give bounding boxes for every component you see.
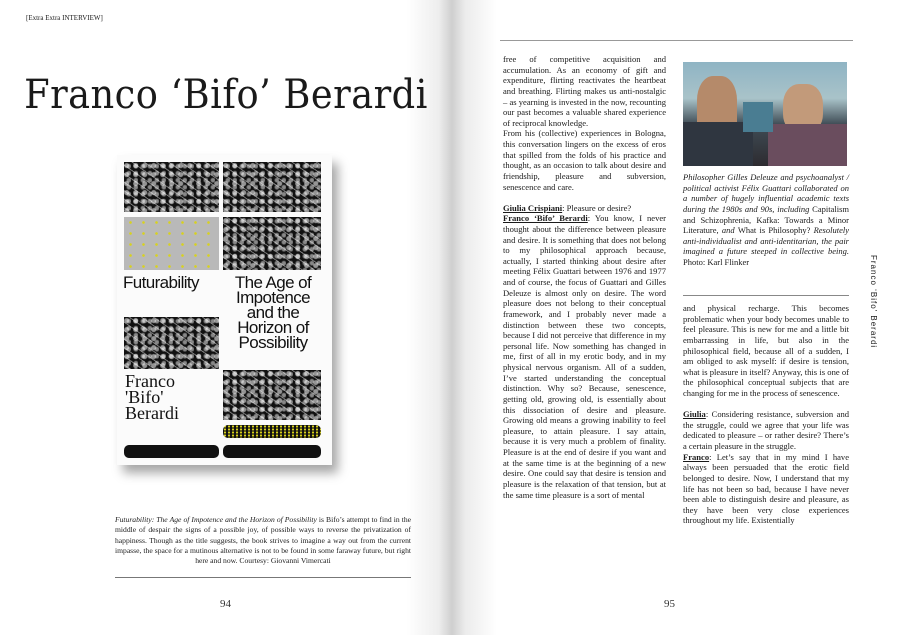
top-rule [500,40,853,41]
right-page [452,0,900,635]
book-cover-image [117,155,332,465]
speaker-name: Franco [683,451,710,462]
page-number: 95 [664,598,675,610]
cover-word: Futurability [123,273,199,292]
speaker-name: Giulia [683,409,706,420]
article-title: Franco ‘Bifo’ Berardi [24,72,428,118]
divider [115,577,411,578]
cover-caption: Futurability: The Age of Impotence and the Horizon of Possibility is Bifo’s attempt to find in the middle of despair the signs of a possible joy, of possible ways to reverse the privatization of happiness. Though as the title suggests, the book strives to imagine a way out from the current impasse, the space for a mutinous alternative is not to be found in some faraway future, but right here and now. Courtesy: Giovanni Vimercati [115,515,411,566]
text-column-2: and physical recharge. This becomes problematic when your body becomes unable to feel pleasure. This is new for me and a little bit embarrassing in life, but also in the philosophical field, because all of a sudden, I am obliged to ask myself: if desire is tension, what is pleasure in itself? Anyway, this is one of the philosophical conceptual subjects that are changing for me in the process of senescence. Giulia: Considering resistance, subversion and the struggle, could we agree that your life was dedicated to pleasure – or rather desire? There’s a certain pleasure in the struggle. Franco: Let’s say that in my mind I have always been persuaded that the erotic field belonged to desire. Now, I understand that my life has not been so bad, because I have never been able to distinguish desire and pleasure, as they have been very close experiences throughout my life. Existentially [683,303,849,526]
speaker-name: Franco ‘Bifo’ Berardi [503,213,588,224]
text-column-1: free of competitive acquisition and accumulation. As an economy of gift and expenditure, flirting reactivates the heartbeat and breathing. Flirting makes us anti-nostalgic – as yearning is invested in the now, recounting our past becomes a valuable shared experience of reciprocal knowledge. From his (collective) experiences in Bologna, this conversation lingers on the excess of eros that spilled from the folds of his practice and thought, as an occasion to talk about desire and friendship, pleasure and subversion, senescence and care. Giulia Crispiani: Pleasure or desire? Franco ‘Bifo’ Berardi: You know, I never thought about the difference between pleasure and desire. It is something that does not belong to my philosophical approach because, actually, I started thinking about desire after meeting Félix Guattari between 1976 and 1977 and of course, the focus of Guattari and Gilles Deleuze is almost only on desire. The word pleasure does not belong to their conceptual framework, and I probably never made a distinction between these two concepts, because I did not perceive that difference in my personal life. Now something has changed in me, first of all in my erotic body, and in my physical nervous organism. All of a sudden, I’ve started understanding the conceptual distinction. Why so? Because, senescence, getting old, growing old, is essentially about this dissociation of desire and pleasure. Growing old means a growing inability to feel pleasure, to attain pleasure. I say attain, because it is very much a problem of finality. Pleasure is at the end of desire if you want and at the same time is at the beginning of a new desire. One could say that desire is tension and pleasure is the relaxation of that tension, but at the same time pleasure is a sort of mental [503,54,666,500]
cover-author: Franco 'Bifo' Berardi [125,371,179,423]
deleuze-guattari-photo [683,62,847,166]
cover-subtitle: The Age of Impotence and the Horizon of Possibility [234,273,312,352]
photo-caption: Philosopher Gilles Deleuze and psychoanalyst / political activist Félix Guattari collaborated on a number of hugely influential academic texts during the 1980s and 90s, including Capitalism and Schizophrenia, Kafka: Towards a Minor Literature, and What is Philosophy? Resolutely anti-individualist and anti-identitarian, the pair imagined a future steeped in collective being. Photo: Karl Flinker [683,172,849,267]
speaker-name: Giulia Crispiani [503,202,563,213]
running-head: Franco ‘Bifo’ Berardi [869,255,878,349]
section-kicker: [Extra Extra INTERVIEW] [26,14,103,22]
page-number: 94 [220,598,231,610]
divider [683,295,849,296]
